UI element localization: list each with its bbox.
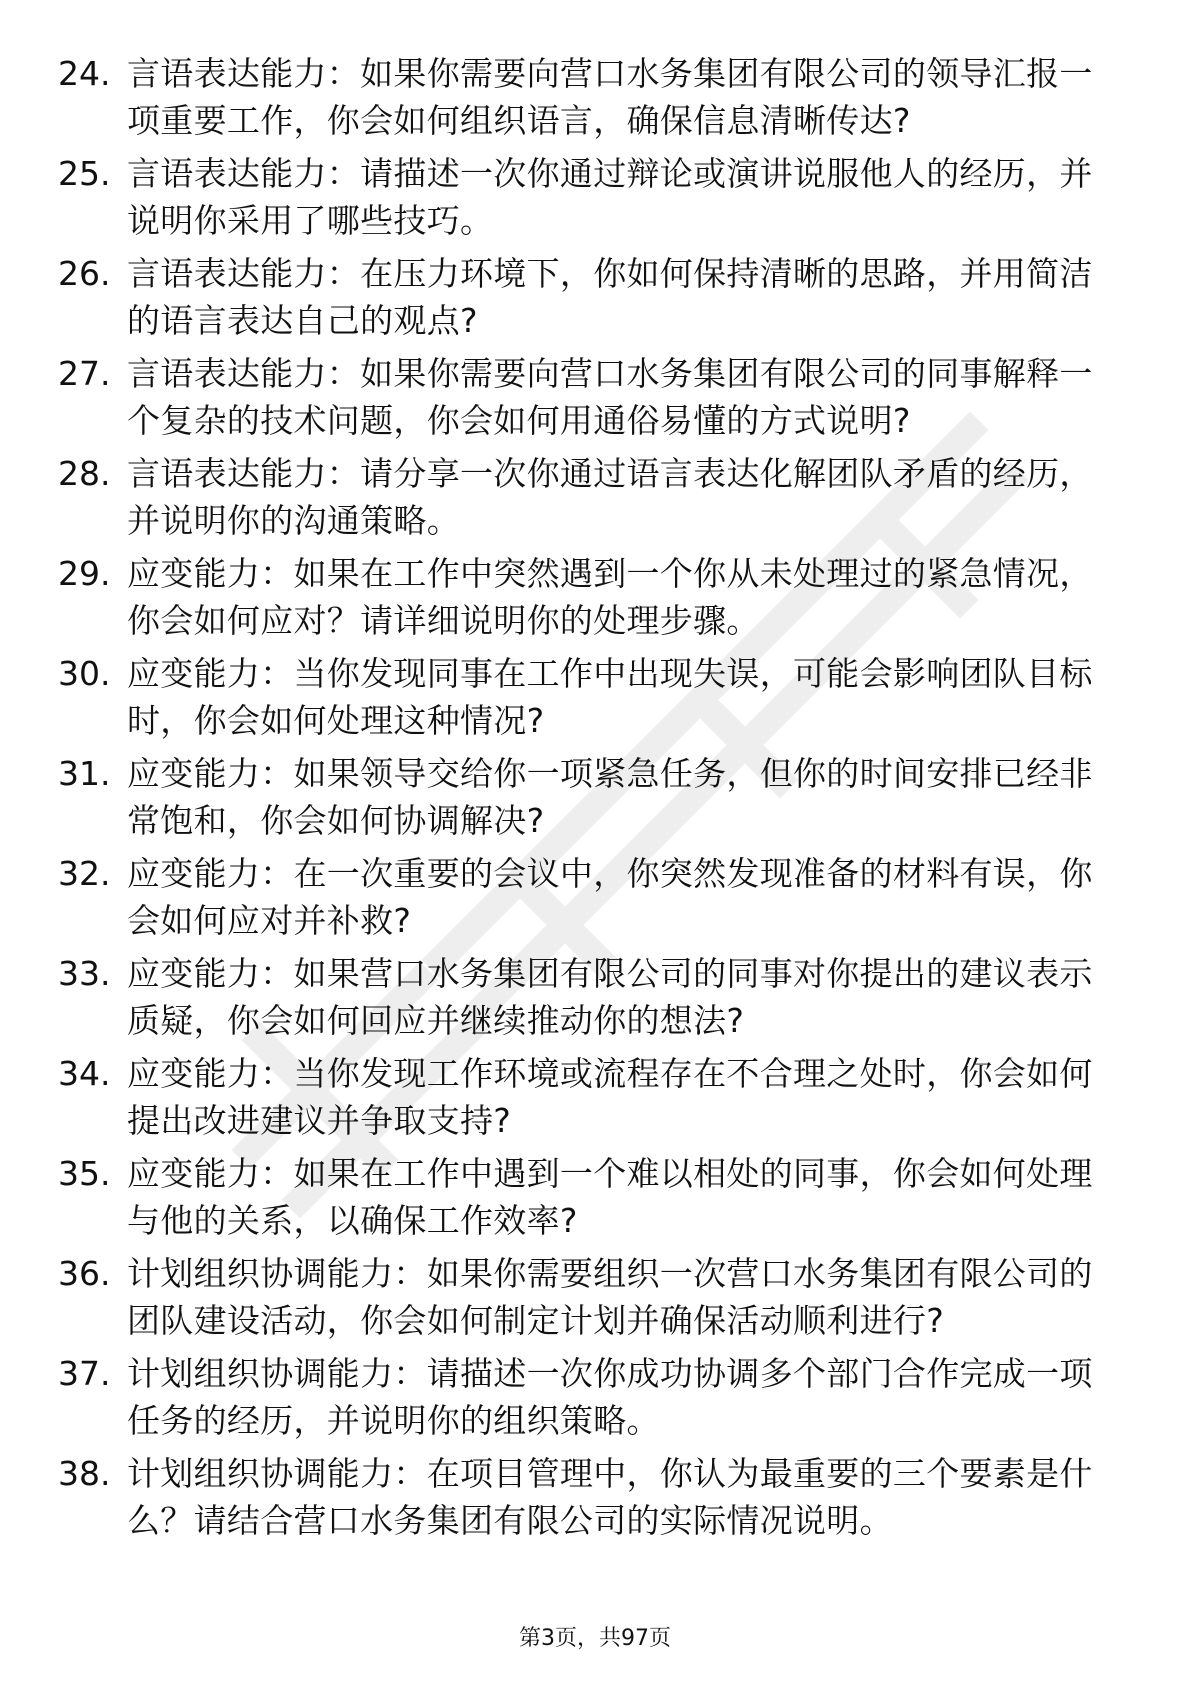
question-number: 35. bbox=[58, 1154, 111, 1193]
question-number: 27. bbox=[58, 354, 111, 393]
question-text: 应变能力：如果在工作中突然遇到一个你从未处理过的紧急情况，你会如何应对？请详细说明你的处理步骤。 bbox=[127, 554, 1093, 640]
question-number: 26. bbox=[58, 254, 111, 293]
page-footer bbox=[0, 1624, 1190, 1654]
question-item bbox=[0, 1050, 1190, 1150]
question-item bbox=[0, 750, 1190, 850]
question-number: 31. bbox=[58, 754, 111, 793]
page-number-label: 第3页，共97页 bbox=[519, 1626, 671, 1651]
question-text: 计划组织协调能力：请描述一次你成功协调多个部门合作完成一项任务的经历，并说明你的组织策略。 bbox=[127, 1354, 1093, 1440]
question-number: 28. bbox=[58, 454, 111, 493]
question-text: 应变能力：当你发现同事在工作中出现失误，可能会影响团队目标时，你会如何处理这种情况? bbox=[127, 654, 1093, 740]
question-text: 言语表达能力：请分享一次你通过语言表达化解团队矛盾的经历，并说明你的沟通策略。 bbox=[127, 454, 1093, 540]
question-text: 言语表达能力：请描述一次你通过辩论或演讲说服他人的经历，并说明你采用了哪些技巧。 bbox=[127, 154, 1093, 240]
question-number: 32. bbox=[58, 854, 111, 893]
question-text: 应变能力：在一次重要的会议中，你突然发现准备的材料有误，你会如何应对并补救? bbox=[127, 854, 1093, 940]
question-item bbox=[0, 1450, 1190, 1550]
question-number: 24. bbox=[58, 54, 111, 93]
question-number: 25. bbox=[58, 154, 111, 193]
question-item bbox=[0, 350, 1190, 450]
question-number: 38. bbox=[58, 1454, 111, 1493]
question-item bbox=[0, 1150, 1190, 1250]
question-item bbox=[0, 50, 1190, 150]
question-number: 29. bbox=[58, 554, 111, 593]
question-item bbox=[0, 1250, 1190, 1350]
question-item bbox=[0, 1350, 1190, 1450]
question-number: 34. bbox=[58, 1054, 111, 1093]
question-item bbox=[0, 850, 1190, 950]
question-item bbox=[0, 250, 1190, 350]
question-text: 言语表达能力：如果你需要向营口水务集团有限公司的同事解释一个复杂的技术问题，你会如何用通俗易懂的方式说明? bbox=[127, 354, 1093, 440]
question-text: 应变能力：如果营口水务集团有限公司的同事对你提出的建议表示质疑，你会如何回应并继续推动你的想法? bbox=[127, 954, 1093, 1040]
question-text: 言语表达能力：在压力环境下，你如何保持清晰的思路，并用简洁的语言表达自己的观点? bbox=[127, 254, 1093, 340]
question-text: 计划组织协调能力：如果你需要组织一次营口水务集团有限公司的团队建设活动，你会如何制定计划并确保活动顺利进行? bbox=[127, 1254, 1093, 1340]
question-item bbox=[0, 150, 1190, 250]
question-number: 33. bbox=[58, 954, 111, 993]
question-item bbox=[0, 450, 1190, 550]
question-item bbox=[0, 950, 1190, 1050]
question-number: 37. bbox=[58, 1354, 111, 1393]
question-text: 应变能力：如果在工作中遇到一个难以相处的同事，你会如何处理与他的关系，以确保工作效率? bbox=[127, 1154, 1093, 1240]
question-number: 30. bbox=[58, 654, 111, 693]
question-number: 36. bbox=[58, 1254, 111, 1293]
question-list bbox=[0, 50, 1190, 1550]
question-item bbox=[0, 550, 1190, 650]
question-item bbox=[0, 650, 1190, 750]
question-text: 应变能力：当你发现工作环境或流程存在不合理之处时，你会如何提出改进建议并争取支持? bbox=[127, 1054, 1093, 1140]
question-text: 言语表达能力：如果你需要向营口水务集团有限公司的领导汇报一项重要工作，你会如何组织语言，确保信息清晰传达? bbox=[127, 54, 1093, 140]
question-text: 计划组织协调能力：在项目管理中，你认为最重要的三个要素是什么？请结合营口水务集团有限公司的实际情况说明。 bbox=[127, 1454, 1093, 1540]
question-text: 应变能力：如果领导交给你一项紧急任务，但你的时间安排已经非常饱和，你会如何协调解决? bbox=[127, 754, 1093, 840]
